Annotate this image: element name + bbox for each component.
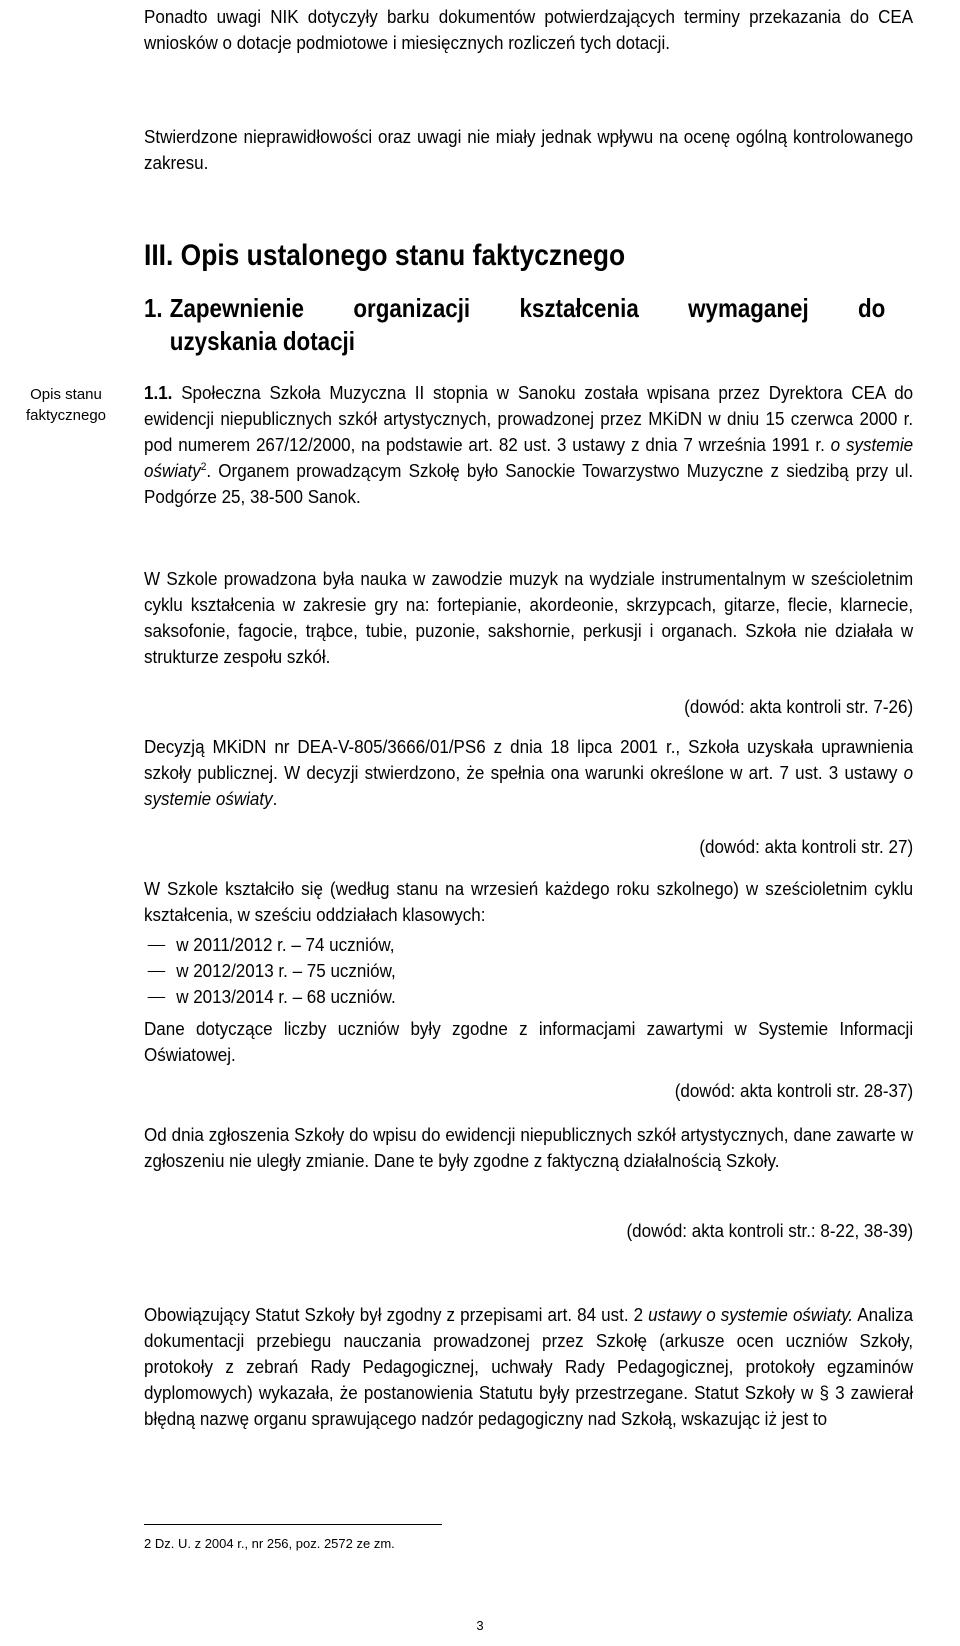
footnote — [144, 1536, 395, 1551]
paragraph-statut — [144, 1302, 913, 1432]
paragraph-text: . — [272, 788, 278, 809]
footnote-ref: 2 — [200, 460, 207, 473]
paragraph-text: Społeczna Szkoła Muzyczna II stopnia w Sanoku została wpisana przez Dyrektora CEA do ewidencji niepublicznych szkół artystycznych, prowadzonej przez MKiDN w dniu 15 czerwca 2000 r. pod numerem 267/12/2000, na podstawie art. 82 ust. 3 ustawy z dnia 7 września 1991 r. — [144, 382, 914, 455]
paragraph-text: Analiza dokumentacji przebiegu nauczania prowadzonej przez Szkołę (arkusze ocen uczniów Szkoły, protokoły z zebrań Rady Pedagogicznej, uchwały Rady Pedagogicznej, protokoły egzaminów dyplomowych) wykazała, że postanowienia Statutu były przestrzegane. Statut Szkoły w § 3 zawierał błędną nazwę organu sprawującego nadzór pedagogiczny nad Szkołą, wskazując iż jest to — [144, 1304, 914, 1429]
subsection-number: 1. — [144, 293, 163, 323]
italic-act-title: ustawy o systemie oświaty. — [648, 1304, 854, 1325]
intro-paragraph-1: Ponadto uwagi NIK dotyczyły barku dokumentów potwierdzających terminy przekazania do CEA wniosków o dotacje podmiotowe i miesięcznych rozliczeń tych dotacji. — [144, 6, 914, 53]
paragraph-nauka: W Szkole prowadzona była nauka w zawodzie muzyk na wydziale instrumentalnym w sześcioletnim cyklu kształcenia w zakresie gry na: fortepianie, akordeonie, skrzypcach, gitarze, flecie, klarnecie, saksofonie, fagocie, trąbce, tubie, puzonie, sakshornie, perkusji i organach. Szkoła nie działała w strukturze zespołu szkół. — [144, 568, 914, 667]
paragraph-sio: Dane dotyczące liczby uczniów były zgodne z informacjami zawartymi w Systemie Informacji Oświatowej. — [144, 1018, 914, 1065]
intro-paragraph-2: Stwierdzone nieprawidłowości oraz uwagi nie miały jednak wpływu na ocenę ogólną kontrolowanego zakresu. — [144, 126, 914, 173]
dash-bullet-icon — [148, 971, 165, 972]
subsection-word: kształcenia — [519, 293, 639, 323]
list-item-text: w 2011/2012 r. – 74 uczniów, — [176, 934, 395, 955]
dash-bullet-icon — [148, 945, 165, 946]
subsection-word: Zapewnienie — [169, 293, 305, 323]
dash-bullet-icon — [148, 997, 165, 998]
paragraph-decyzja — [144, 734, 913, 812]
evidence-citation: (dowód: akta kontroli str. 7-26) — [684, 696, 914, 717]
subsection-heading — [144, 292, 913, 358]
paragraph-text: . Organem prowadzącym Szkołę było Sanockie Towarzystwo Muzyczne z siedzibą przy ul. Podgórze 25, 38-500 Sanok. — [144, 460, 914, 507]
list-item — [144, 984, 913, 1010]
subsection-word: wymaganej — [688, 293, 809, 323]
list-item — [144, 958, 913, 984]
italic-act-title: o systemie oświaty — [144, 762, 914, 809]
evidence-citation: (dowód: akta kontroli str. 28-37) — [674, 1080, 914, 1101]
footnote-text: Dz. U. z 2004 r., nr 256, poz. 2572 ze zm. — [154, 1536, 395, 1551]
footnote-divider — [144, 1524, 442, 1525]
evidence-citation: (dowód: akta kontroli str. 27) — [699, 836, 914, 857]
students-list — [144, 932, 913, 1010]
page-number: 3 — [476, 1618, 484, 1633]
footnote-number: 2 — [144, 1536, 152, 1551]
paragraph-text: Decyzją MKiDN nr DEA-V-805/3666/01/PS6 z dnia 18 lipca 2001 r., Szkoła uzyskała uprawnienia szkoły publicznej. W decyzji stwierdzono, że spełnia ona warunki określone w art. 7 ust. 3 ustawy — [144, 736, 914, 783]
margin-note: Opis stanu faktycznego — [25, 386, 107, 424]
paragraph-zgloszenie: Od dnia zgłoszenia Szkoły do wpisu do ewidencji niepublicznych szkół artystycznych, dane zawarte w zgłoszeniu nie uległy zmianie. Dane te były zgodne z faktyczną działalnością Szkoły. — [144, 1124, 914, 1171]
subsection-heading-line2: uzyskania dotacji — [169, 326, 355, 356]
paragraph-1-1 — [144, 380, 913, 510]
paragraph-text: Obowiązujący Statut Szkoły był zgodny z przepisami art. 84 ust. 2 — [144, 1304, 649, 1325]
section-heading: III. Opis ustalonego stanu faktycznego — [144, 239, 626, 272]
list-item — [144, 932, 913, 958]
evidence-citation: (dowód: akta kontroli str.: 8-22, 38-39) — [626, 1220, 914, 1241]
list-item-text: w 2012/2013 r. – 75 uczniów, — [176, 960, 396, 981]
list-item-text: w 2013/2014 r. – 68 uczniów. — [176, 986, 396, 1007]
paragraph-uczniowie: W Szkole kształciło się (według stanu na wrzesień każdego roku szkolnego) w sześcioletnim cyklu kształcenia, w sześciu oddziałach klasowych: — [144, 878, 914, 925]
subsection-word: do — [858, 293, 886, 323]
subsection-word: organizacji — [353, 293, 471, 323]
paragraph-number: 1.1. — [144, 382, 173, 403]
italic-act-title: o systemie oświaty — [144, 434, 914, 481]
